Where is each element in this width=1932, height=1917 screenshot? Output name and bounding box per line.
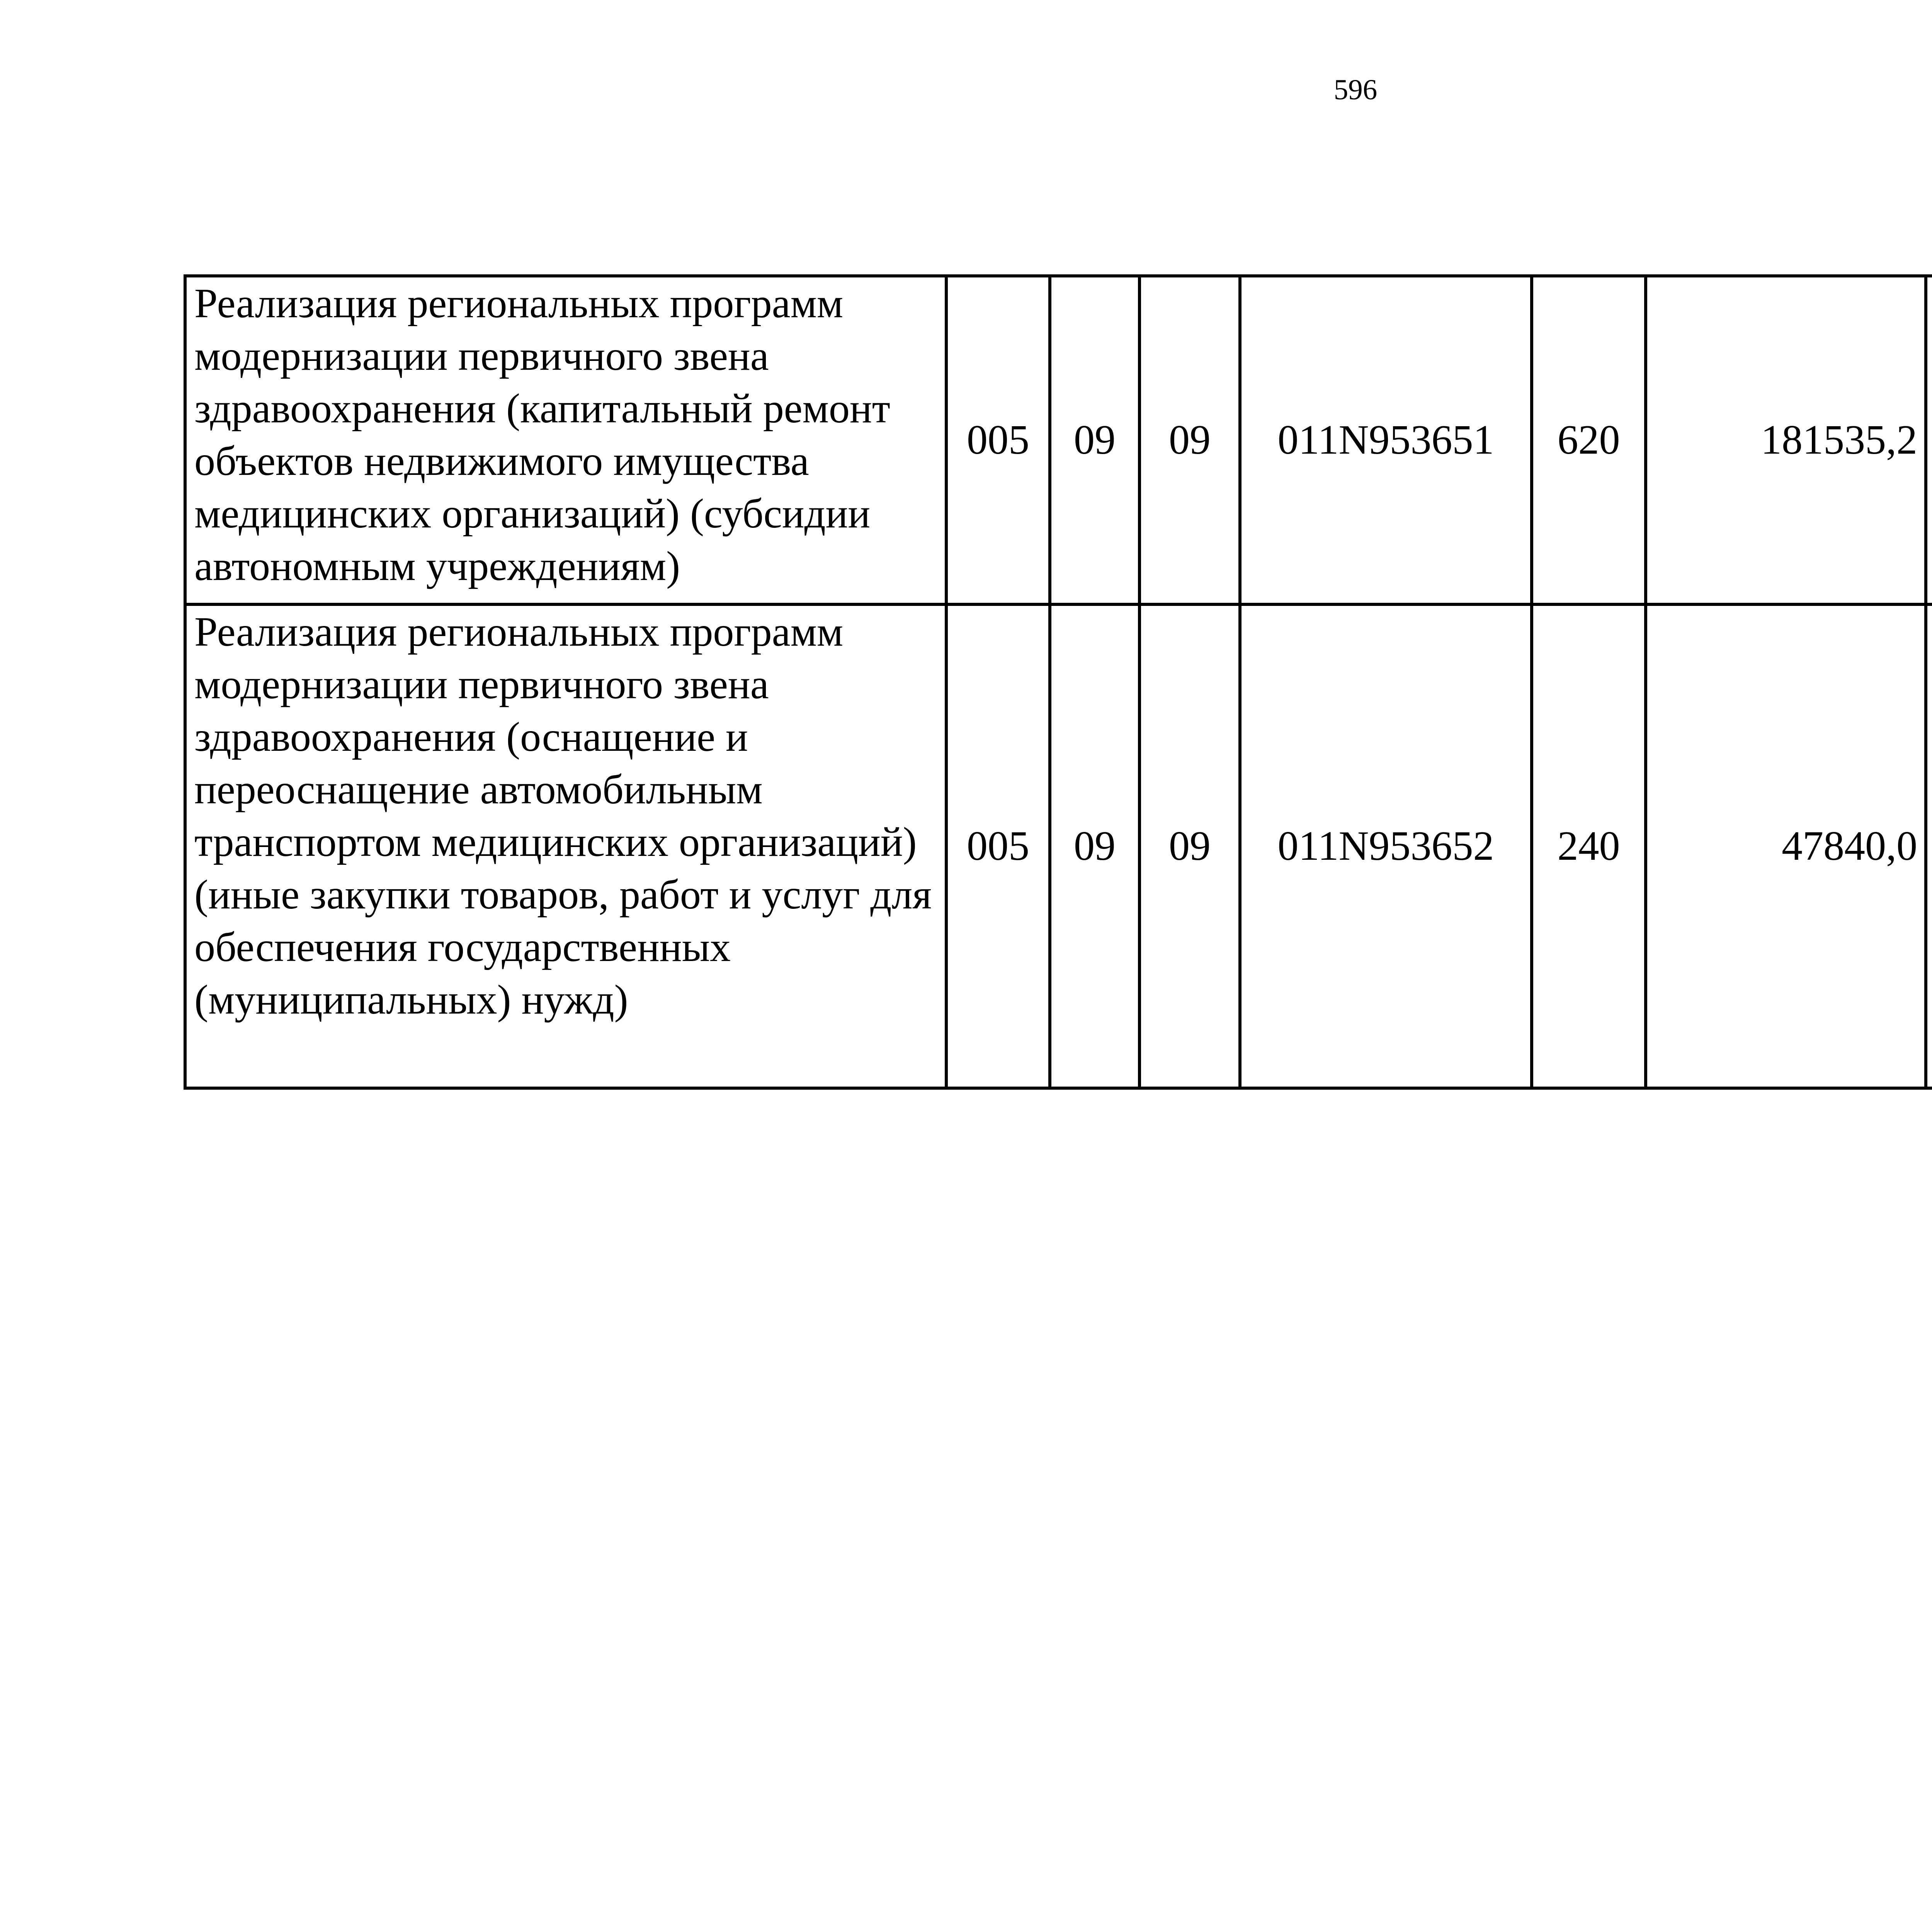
target-article-code: 011N953651 (1240, 276, 1532, 604)
budget-table (184, 274, 1932, 1090)
expense-description: Реализация региональных программ модернизации первичного звена здравоохранения (капитальный ремонт объектов недвижимого имущества медицинских организаций) (субсидии автономным учреждениям) (185, 276, 946, 604)
subsection-code: 09 (1139, 276, 1240, 604)
section-code: 09 (1050, 276, 1139, 604)
table-row (185, 604, 1932, 1088)
section-code: 09 (1050, 604, 1139, 1088)
subsection-code: 09 (1139, 604, 1240, 1088)
table-row (185, 276, 1932, 604)
amount-year-1: 47840,0 (1646, 604, 1926, 1088)
expense-description: Реализация региональных программ модернизации первичного звена здравоохранения (оснащение и переоснащение автомобильным транспортом медицинских организаций) (иные закупки товаров, работ и услуг для обеспечения государственных (муниципальных) нужд) (185, 604, 946, 1088)
page-number: 596 (1333, 74, 1378, 106)
amount-year-1: 181535,2 (1646, 276, 1926, 604)
amount-year-2 (1926, 276, 1932, 604)
ministry-code: 005 (946, 276, 1050, 604)
target-article-code: 011N953652 (1240, 604, 1532, 1088)
amount-year-2 (1926, 604, 1932, 1088)
ministry-code: 005 (946, 604, 1050, 1088)
expense-type-code: 620 (1532, 276, 1646, 604)
expense-type-code: 240 (1532, 604, 1646, 1088)
